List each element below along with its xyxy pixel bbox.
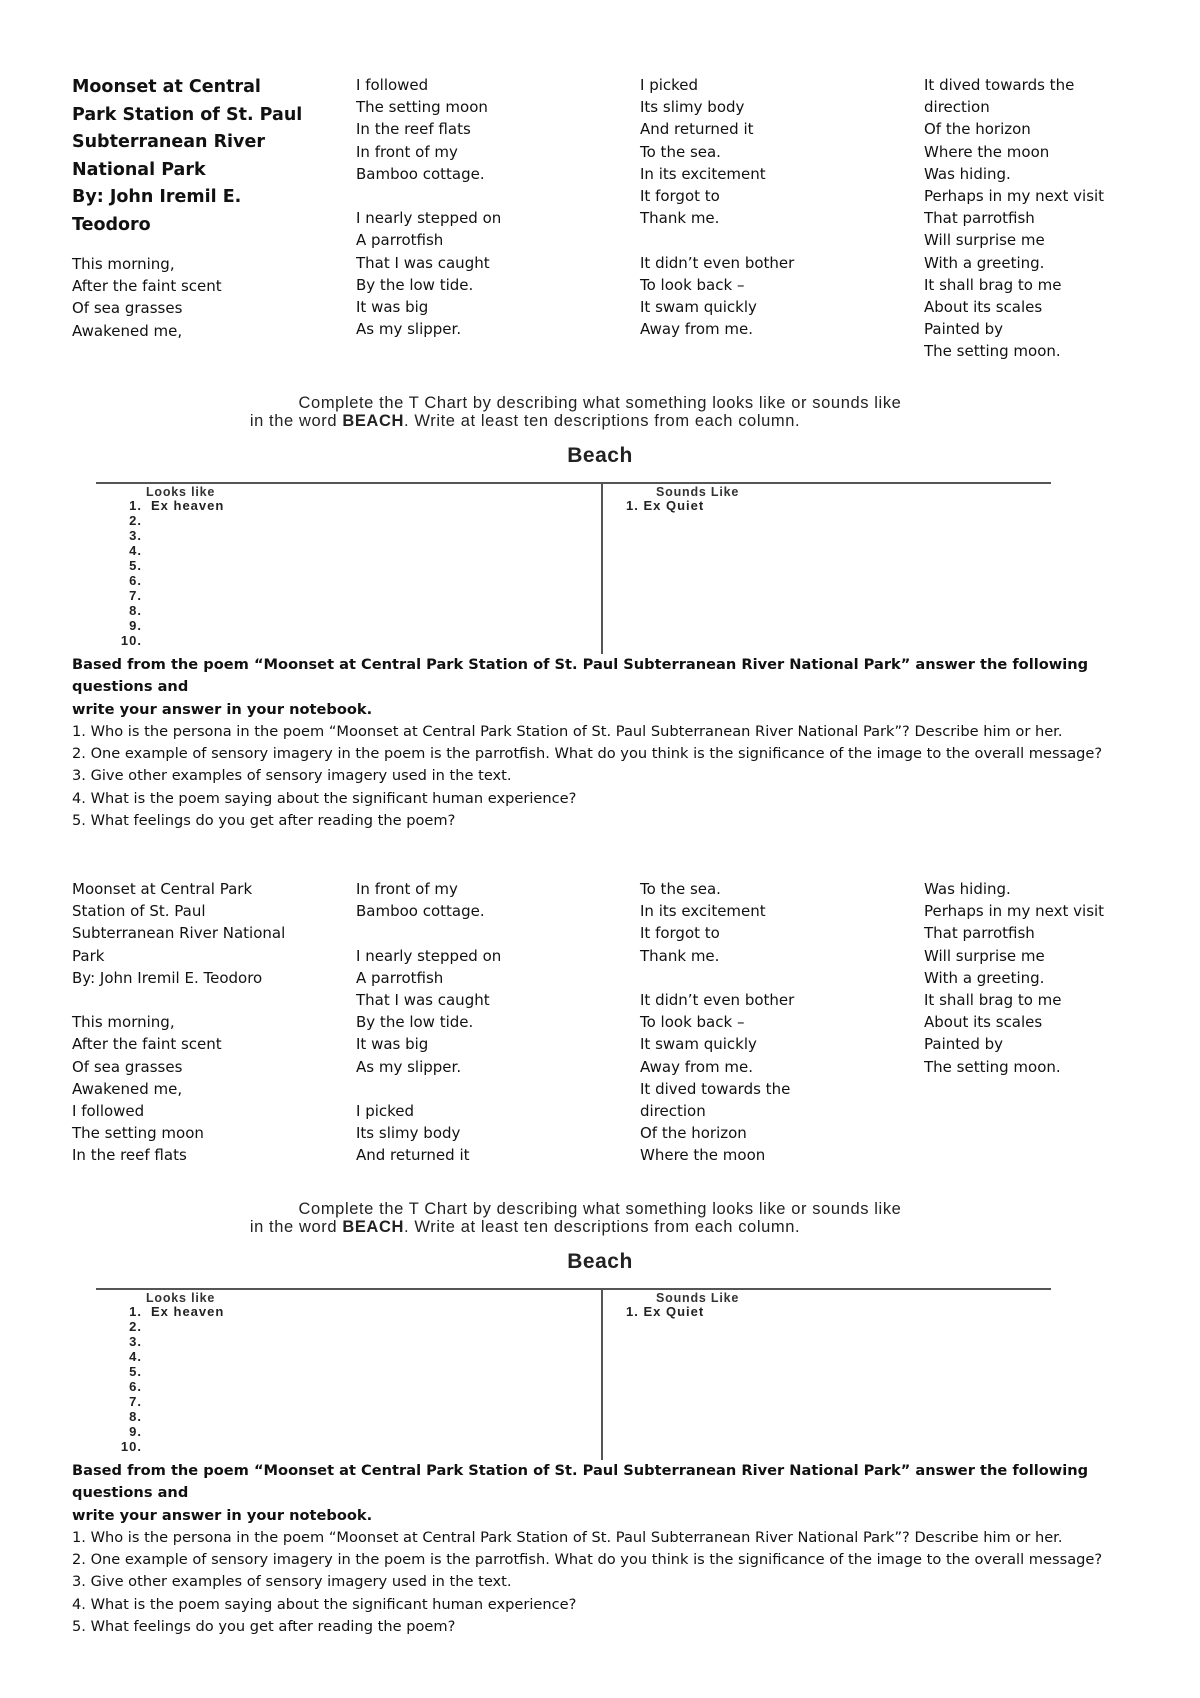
- poem-column-2: [356, 74, 626, 340]
- poem-line: In its excitement: [640, 164, 766, 183]
- poem-line: Will surprise me: [924, 231, 1045, 250]
- question-item: 4. What is the poem saying about the significant human experience?: [72, 1595, 577, 1613]
- question-item: 5. What feelings do you get after reading the poem?: [72, 1618, 456, 1636]
- poem-line: Bamboo cottage.: [356, 164, 485, 183]
- poem-title: [72, 74, 342, 239]
- poem-line: By the low tide.: [356, 275, 474, 294]
- poem-column-4: [924, 878, 1194, 1078]
- poem-line: Was hiding.: [924, 880, 1011, 898]
- questions-lead: Based from the poem “Moonset at Central Park Station of St. Paul Subterranean River National Park” answer the following questions and: [72, 1462, 1089, 1502]
- poem-line: It was big: [356, 1035, 429, 1054]
- poem-line: The setting moon.: [924, 342, 1061, 361]
- poem-line: It dived towards the: [924, 76, 1075, 94]
- poem-line: I nearly stepped on: [356, 209, 502, 228]
- poem-line: [640, 967, 910, 989]
- questions-block: [72, 1460, 1132, 1638]
- t-chart-title: Beach: [567, 444, 633, 467]
- questions-lead: write your answer in your notebook.: [72, 1506, 373, 1524]
- poem-column-3: [640, 74, 910, 340]
- sounds-like-header: Sounds Like: [656, 1291, 740, 1305]
- poem-line: Thank me.: [640, 209, 720, 228]
- looks-like-header: Looks like: [146, 1291, 216, 1305]
- poem-line: [72, 989, 342, 1011]
- poem-line: As my slipper.: [356, 320, 462, 339]
- title-line: Subterranean River: [72, 132, 265, 152]
- list-item: 5.: [129, 558, 142, 573]
- list-item: 2.: [129, 513, 142, 528]
- poem-line: [356, 185, 626, 207]
- list-item: 1. Ex heaven: [129, 498, 225, 513]
- poem-column-1: [72, 74, 342, 342]
- t-chart: [96, 1288, 1051, 1460]
- title-line: Moonset at Central: [72, 77, 261, 97]
- poem-section-2: [72, 878, 1132, 1198]
- list-item: 2.: [129, 1319, 142, 1334]
- poem-line: Awakened me,: [72, 1079, 183, 1098]
- poem-line: The setting moon: [356, 98, 488, 117]
- t-chart-divider: [601, 1290, 603, 1460]
- poem-line: Will surprise me: [924, 946, 1045, 965]
- poem-line: After the faint scent: [72, 277, 222, 296]
- poem-column-3: [640, 878, 910, 1166]
- poem-line: Station of St. Paul: [72, 902, 206, 921]
- t-chart-title: Beach: [567, 1250, 633, 1273]
- poem-column-1: [72, 878, 342, 1166]
- instruction-line: in the word BEACH. Write at least ten descriptions from each column.: [249, 412, 801, 430]
- poem-line: I followed: [356, 76, 429, 94]
- poem-line: It swam quickly: [640, 1035, 757, 1054]
- list-item: 3.: [129, 1334, 142, 1349]
- question-item: 3. Give other examples of sensory imagery used in the text.: [72, 1573, 512, 1591]
- poem-line: In its excitement: [640, 902, 766, 921]
- poem-line: It forgot to: [640, 186, 720, 205]
- list-item: 10.: [120, 633, 142, 648]
- poem-line: By: John Iremil E. Teodoro: [72, 968, 263, 987]
- poem-column-4: [924, 74, 1194, 362]
- poem-line: Awakened me,: [72, 321, 183, 340]
- poem-line: Its slimy body: [356, 1124, 461, 1143]
- list-item: 6.: [129, 1379, 142, 1394]
- poem-line: A parrotfish: [356, 968, 444, 987]
- list-item: 7.: [129, 588, 142, 603]
- sounds-like-item: 1. Ex Quiet: [626, 498, 705, 513]
- list-item: 6.: [129, 573, 142, 588]
- question-item: 1. Who is the persona in the poem “Moonset at Central Park Station of St. Paul Subterranean River National Park”? Describe him or her.: [72, 1528, 1063, 1546]
- poem-line: Park: [72, 946, 105, 965]
- looks-like-list: [106, 1304, 224, 1454]
- instruction-line: in the word BEACH. Write at least ten descriptions from each column.: [249, 1218, 801, 1236]
- looks-like-list: [106, 498, 224, 648]
- poem-line: direction: [924, 98, 990, 117]
- poem-line: With a greeting.: [924, 253, 1045, 272]
- poem-line: Where the moon: [924, 142, 1050, 161]
- poem-line: The setting moon.: [924, 1057, 1061, 1076]
- poem-line: The setting moon: [72, 1124, 204, 1143]
- poem-line: [356, 1078, 626, 1100]
- poem-line: In front of my: [356, 880, 458, 898]
- poem-line: With a greeting.: [924, 968, 1045, 987]
- title-line: Park Station of St. Paul: [72, 104, 303, 125]
- poem-line: About its scales: [924, 1013, 1043, 1032]
- poem-line: Of the horizon: [924, 120, 1031, 139]
- list-item: 5.: [129, 1364, 142, 1379]
- instruction-line: Complete the T Chart by describing what something looks like or sounds like: [298, 1200, 902, 1218]
- list-item: 8.: [129, 603, 142, 618]
- list-item: 8.: [129, 1409, 142, 1424]
- poem-line: Subterranean River National: [72, 924, 286, 943]
- poem-line: Thank me.: [640, 946, 720, 965]
- poem-line: direction: [640, 1101, 706, 1120]
- poem-line: And returned it: [356, 1146, 470, 1165]
- poem-line: Away from me.: [640, 320, 754, 339]
- poem-line: Perhaps in my next visit: [924, 902, 1105, 921]
- question-item: 5. What feelings do you get after reading the poem?: [72, 812, 456, 830]
- activity-instruction: [0, 1200, 1200, 1236]
- poem-line: I picked: [356, 1101, 415, 1120]
- poem-line: I followed: [72, 1101, 145, 1120]
- poem-line: As my slipper.: [356, 1057, 462, 1076]
- poem-line: That parrotfish: [924, 924, 1035, 943]
- poem-line: Away from me.: [640, 1057, 754, 1076]
- poem-line: To look back –: [640, 1013, 745, 1032]
- poem-line: Perhaps in my next visit: [924, 186, 1105, 205]
- poem-line: To the sea.: [640, 880, 721, 898]
- poem-line: [640, 229, 910, 251]
- author-line: Teodoro: [72, 214, 151, 235]
- poem-line: After the faint scent: [72, 1035, 222, 1054]
- poem-line: By the low tide.: [356, 1013, 474, 1032]
- poem-section-1: [72, 74, 1132, 394]
- poem-line: It didn’t even bother: [640, 990, 795, 1009]
- poem-line: A parrotfish: [356, 231, 444, 250]
- question-item: 1. Who is the persona in the poem “Moonset at Central Park Station of St. Paul Subterranean River National Park”? Describe him or her.: [72, 722, 1063, 740]
- poem-line: To look back –: [640, 275, 745, 294]
- t-chart-divider: [601, 484, 603, 654]
- title-line: National Park: [72, 159, 206, 180]
- poem-line: Of sea grasses: [72, 1057, 183, 1076]
- poem-line: Its slimy body: [640, 98, 745, 117]
- poem-line: It forgot to: [640, 924, 720, 943]
- activity-instruction: [0, 394, 1200, 430]
- poem-line: It swam quickly: [640, 297, 757, 316]
- poem-line: Moonset at Central Park: [72, 880, 253, 898]
- t-chart-top-rule: [96, 482, 1051, 484]
- poem-line: It shall brag to me: [924, 990, 1062, 1009]
- list-item: 7.: [129, 1394, 142, 1409]
- question-item: 2. One example of sensory imagery in the poem is the parrotfish. What do you think is the significance of the image to the overall message?: [72, 745, 1103, 763]
- author-line: By: John Iremil E.: [72, 187, 242, 207]
- poem-line: Painted by: [924, 1035, 1004, 1054]
- list-item: 4.: [129, 1349, 142, 1364]
- instruction-line: Complete the T Chart by describing what something looks like or sounds like: [298, 394, 902, 412]
- poem-line: That I was caught: [356, 253, 490, 272]
- poem-line: To the sea.: [640, 142, 721, 161]
- poem-line: [356, 922, 626, 944]
- poem-line: Was hiding.: [924, 164, 1011, 183]
- question-item: 2. One example of sensory imagery in the poem is the parrotfish. What do you think is the significance of the image to the overall message?: [72, 1551, 1103, 1569]
- poem-line: It was big: [356, 297, 429, 316]
- poem-line: Of the horizon: [640, 1124, 747, 1143]
- question-item: 4. What is the poem saying about the significant human experience?: [72, 789, 577, 807]
- poem-line: Bamboo cottage.: [356, 902, 485, 921]
- list-item: 1. Ex heaven: [129, 1304, 225, 1319]
- list-item: 10.: [120, 1439, 142, 1454]
- looks-like-header: Looks like: [146, 485, 216, 499]
- questions-lead: write your answer in your notebook.: [72, 700, 373, 718]
- poem-line: In the reef flats: [356, 120, 471, 139]
- list-item: 3.: [129, 528, 142, 543]
- poem-line: About its scales: [924, 297, 1043, 316]
- poem-line: It shall brag to me: [924, 275, 1062, 294]
- list-item: 4.: [129, 543, 142, 558]
- poem-line: That parrotfish: [924, 209, 1035, 228]
- poem-line: It dived towards the: [640, 1079, 791, 1098]
- list-item: 9.: [129, 1424, 142, 1439]
- sounds-like-header: Sounds Like: [656, 485, 740, 499]
- poem-line: Where the moon: [640, 1146, 766, 1165]
- poem-line: This morning,: [72, 1013, 175, 1032]
- poem-line: In front of my: [356, 142, 458, 161]
- poem-line: Of sea grasses: [72, 299, 183, 318]
- poem-column-2: [356, 878, 626, 1166]
- question-item: 3. Give other examples of sensory imagery used in the text.: [72, 767, 512, 785]
- poem-line: That I was caught: [356, 990, 490, 1009]
- poem-line: In the reef flats: [72, 1146, 187, 1165]
- poem-line: I nearly stepped on: [356, 946, 502, 965]
- t-chart-top-rule: [96, 1288, 1051, 1290]
- poem-line: And returned it: [640, 120, 754, 139]
- poem-line: This morning,: [72, 255, 175, 273]
- poem-line: Painted by: [924, 320, 1004, 339]
- questions-block: [72, 654, 1132, 832]
- poem-line: I picked: [640, 76, 699, 94]
- questions-lead: Based from the poem “Moonset at Central Park Station of St. Paul Subterranean River National Park” answer the following questions and: [72, 656, 1089, 696]
- poem-line: It didn’t even bother: [640, 253, 795, 272]
- list-item: 9.: [129, 618, 142, 633]
- sounds-like-item: 1. Ex Quiet: [626, 1304, 705, 1319]
- t-chart: [96, 482, 1051, 654]
